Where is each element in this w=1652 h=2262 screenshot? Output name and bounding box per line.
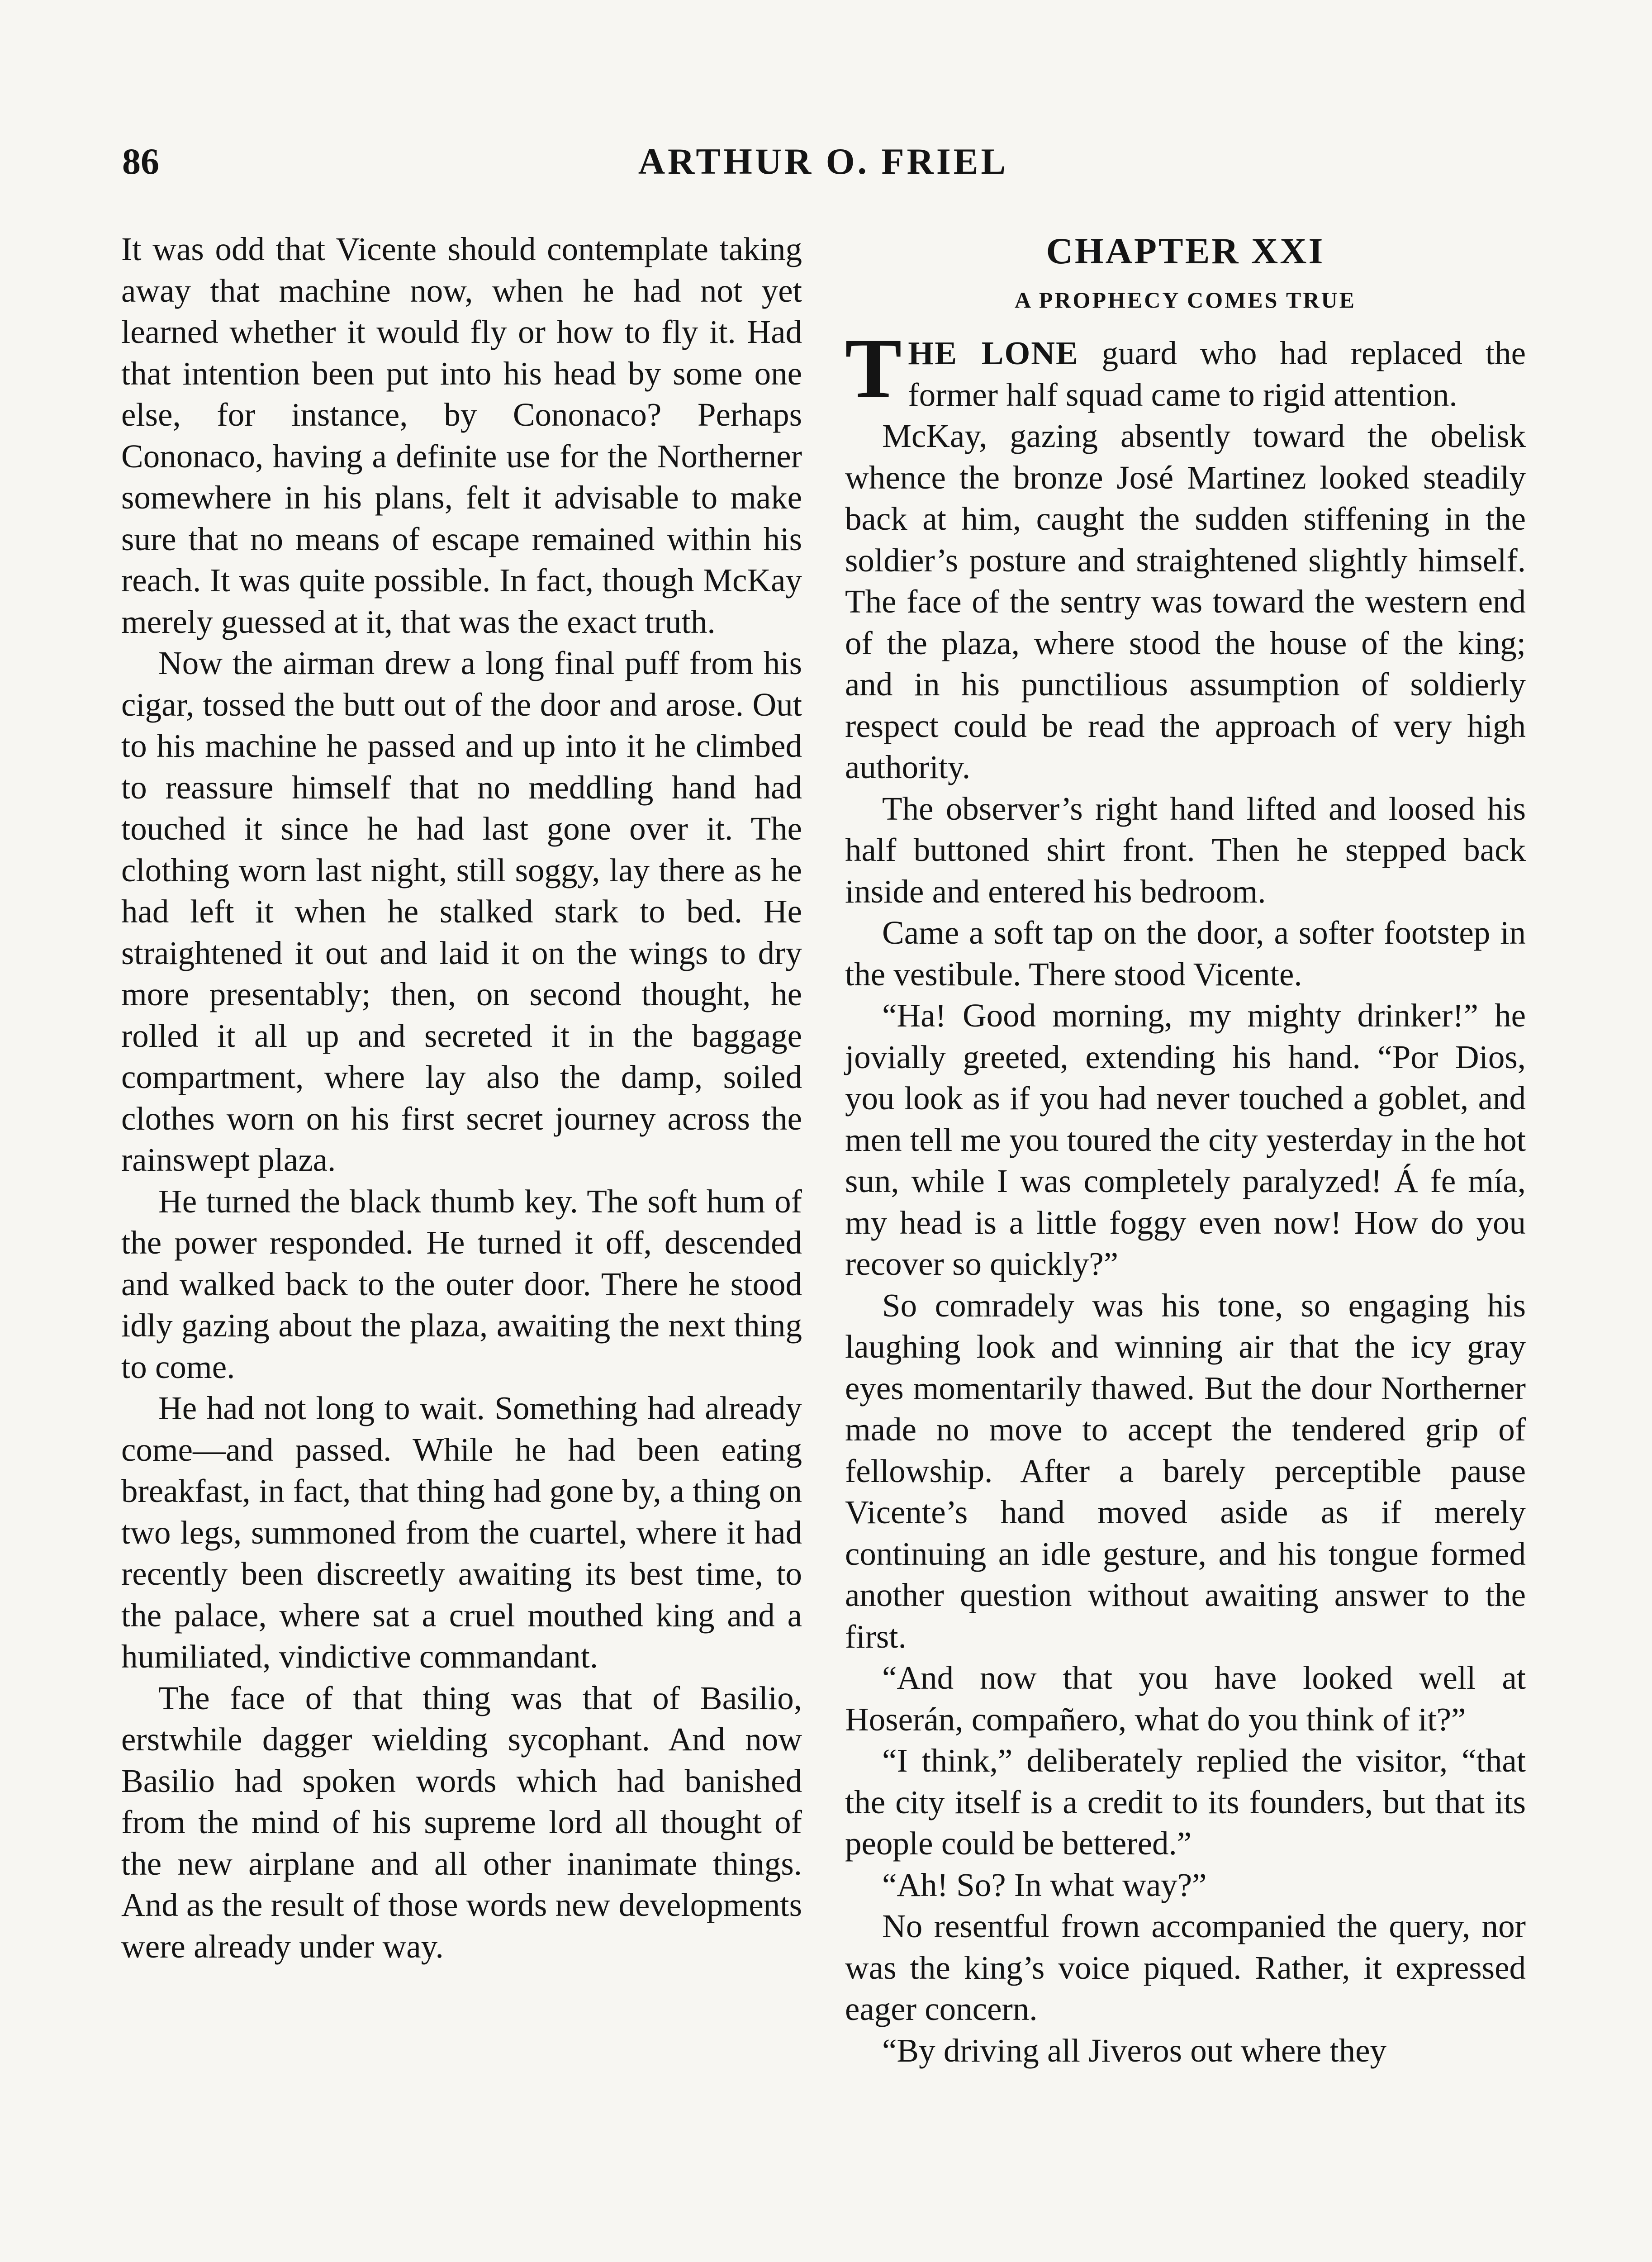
paragraph: It was odd that Vicente should contemplate taking away that machine now, when he had not yet learned whether it would fly or how to fly it. Had that intention been put into his head by some one else, for instance, by Cononaco? Perhaps Cononaco, having a definite use for the Northerner somewhere in his plans, felt it advisable to make sure that no means of escape remained within his reach. It was quite possible. In fact, though McKay merely guessed at it, that was the exact truth. xyxy=(121,231,802,640)
paragraph: He turned the black thumb key. The soft hum of the power responded. He turned it off, descended and walked back to the outer door. There he stood idly gazing about the plaza, awaiting the next thing to come. xyxy=(121,1183,802,1385)
paragraph: “Ha! Good morning, my mighty drinker!” he jovially greeted, extending his hand. “Por Dios, you look as if you had never touched a goblet, and men tell me you toured the city yesterday in the hot sun, while I was completely paralyzed! Á fe mía, my head is a little foggy even now! How do you recover so quickly?” xyxy=(845,997,1526,1282)
drop-cap: T xyxy=(845,321,902,415)
paragraph: No resentful frown accompanied the query, nor was the king’s voice piqued. Rather, it expressed eager concern. xyxy=(845,1908,1526,2027)
lead-words: HE LONE xyxy=(908,335,1079,371)
chapter-title: CHAPTER XXI xyxy=(1046,230,1325,271)
opening-text: guard who had replaced the former half squad came to rigid attention. xyxy=(908,335,1526,413)
paragraph: Came a soft tap on the door, a softer footstep in the vestibule. There stood Vicente. xyxy=(845,914,1526,993)
paragraph: The observer’s right hand lifted and loosed his half buttoned shirt front. Then he stepped back inside and entered his bedroom. xyxy=(845,790,1526,910)
paragraph: Now the airman drew a long final puff from his cigar, tossed the butt out of the door and arose. Out to his machine he passed and up into it he climbed to reassure himself that no meddling hand had touched it since he had last gone over it. The clothing worn last night, still soggy, lay there as he had left it when he stalked stark to bed. He straightened it out and laid it on the wings to dry more presentably; then, on second thought, he rolled it all up and secreted it in the baggage compartment, where lay also the damp, soiled clothes worn on his first secret journey across the rainswept plaza. xyxy=(121,645,802,1178)
left-column xyxy=(121,228,802,1967)
paragraph: “And now that you have looked well at Hoserán, compañero, what do you think of it?” xyxy=(845,1659,1526,1738)
chapter-subtitle: A PROPHECY COMES TRUE xyxy=(1015,287,1356,313)
paragraph: The face of that thing was that of Basilio, erstwhile dagger wielding sycophant. And now Basilio had spoken words which had banished from the mind of his supreme lord all thought of the new airplane and all other inanimate things. And as the result of those words new developments were already under way. xyxy=(121,1679,802,1965)
paragraph: “By driving all Jiveros out where they xyxy=(882,2032,1387,2069)
paragraph: So comradely was his tone, so engaging his laughing look and winning air that the icy gray eyes momentarily thawed. But the dour Northerner made no move to accept the tendered grip of fellowship. After a barely perceptible pause Vicente’s hand moved aside as if merely continuing an idle gesture, and his tongue formed another question without awaiting answer to the first. xyxy=(845,1287,1526,1655)
page-header xyxy=(122,136,1524,199)
opening-paragraph xyxy=(845,321,1526,415)
paragraph: McKay, gazing absently toward the obelisk whence the bronze José Martinez looked steadily back at him, caught the sudden stiffening in the soldier’s posture and straightened slightly himself. The face of the sentry was toward the western end of the plaza, where stood the house of the king; and in his punctilious assumption of soldierly respect could be read the approach of very high authority. xyxy=(845,418,1526,785)
page-number: 86 xyxy=(122,141,159,182)
running-head: ARTHUR O. FRIEL xyxy=(638,141,1009,182)
paragraph: He had not long to wait. Something had already come—and passed. While he had been eating breakfast, in fact, that thing had gone by, a thing on two legs, summoned from the cuartel, where it had recently been discreetly awaiting its best time, to the palace, where sat a cruel mouthed king and a humiliated, vindictive commandant. xyxy=(121,1390,802,1675)
paragraph: “Ah! So? In what way?” xyxy=(882,1866,1207,1903)
right-column xyxy=(845,228,1526,2071)
paragraph: “I think,” deliberately replied the visitor, “that the city itself is a credit to its founders, but that its people could be bettered.” xyxy=(845,1742,1526,1862)
